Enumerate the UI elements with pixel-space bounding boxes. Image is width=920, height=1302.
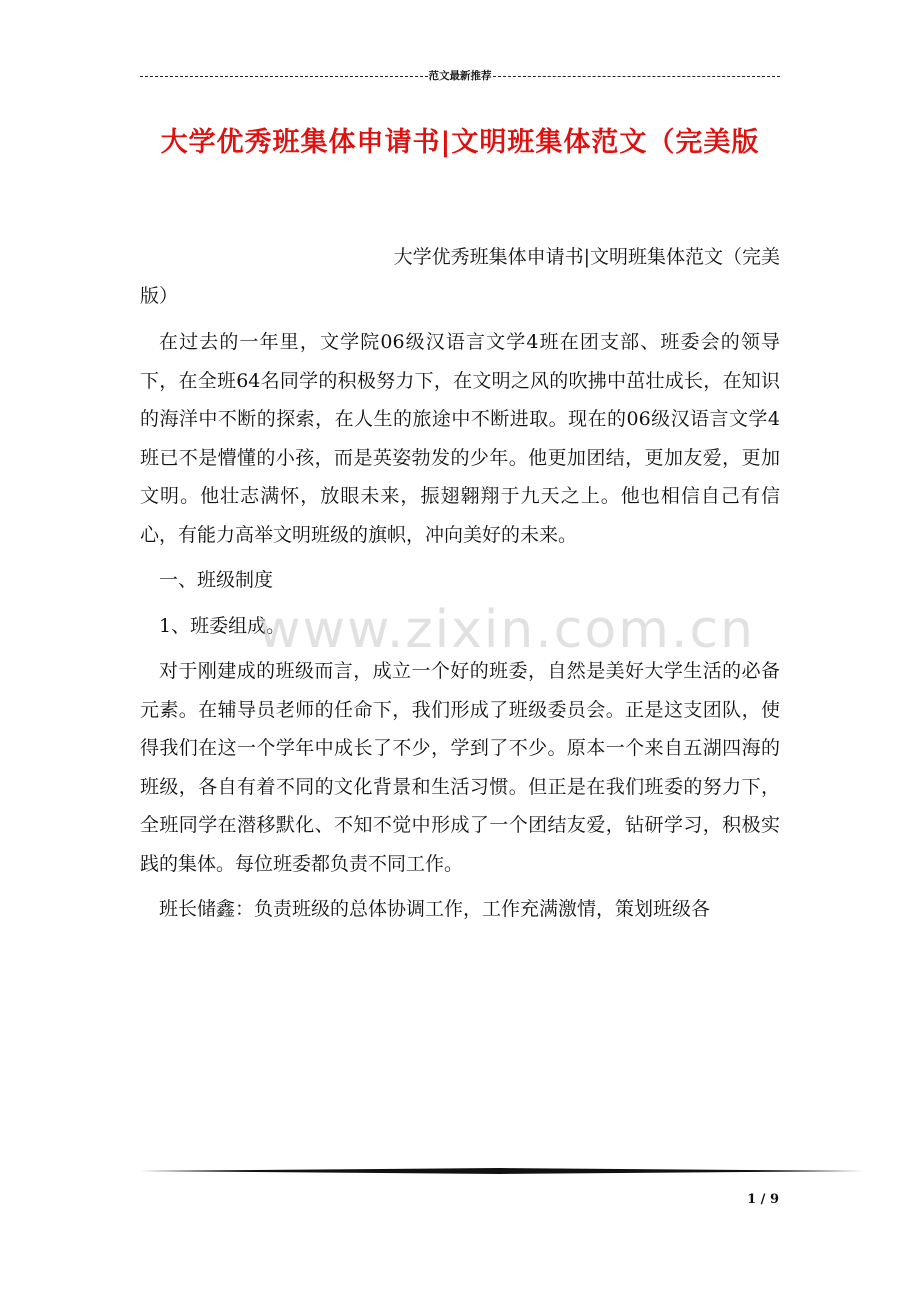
paragraph-monitor: 班长储鑫：负责班级的总体协调工作，工作充满激情，策划班级各 — [159, 898, 711, 920]
footer-rule — [140, 1168, 863, 1174]
header-label: 范文最新推荐 — [428, 70, 492, 82]
document-title: 大学优秀班集体申请书|文明班集体范文（完美版 — [160, 127, 760, 158]
subtitle-line-2: 版） — [140, 284, 179, 307]
header-dash-right — [493, 76, 781, 77]
paragraph-intro: 在过去的一年里，文学院06级汉语言文学4班在团支部、班委会的领导下，在全班64名同学的积极努力下，在文明之风的吹拂中茁壮成长，在知识的海洋中不断的探索，在人生的旅途中不断进取。现在的06级汉语言文学4班已不是懵懂的小孩，而是英姿勃发的少年。他更加团结，更加友爱，更加文明。他壮志满怀，放眼未来，振翅翱翔于九天之上。他也相信自己有信心，有能力高举文明班级的旗帜，冲向美好的未来。 — [140, 331, 780, 546]
section-heading: 一、班级制度 — [159, 569, 274, 591]
page-number: 1 / 9 — [747, 1192, 779, 1207]
page-header — [140, 68, 780, 83]
paragraph-committee: 对于刚建成的班级而言，成立一个好的班委，自然是美好大学生活的必备元素。在辅导员老师的任命下，我们形成了班级委员会。正是这支团队，使得我们在这一个学年中成长了不少，学到了不少。原本一个来自五湖四海的班级，各自有着不同的文化背景和生活习惯。但正是在我们班委的努力下，全班同学在潜移默化、不知不觉中形成了一个团结友爱，钻研学习，积极实践的集体。每位班委都负责不同工作。 — [140, 660, 780, 875]
subtitle-line-1: 大学优秀班集体申请书|文明班集体范文（完美 — [393, 246, 780, 268]
document-body — [140, 238, 780, 936]
watermark: www.zixin.com.cn — [258, 600, 755, 660]
subsection-heading: 1、班委组成。 — [159, 614, 286, 637]
header-dash-left — [140, 76, 428, 77]
